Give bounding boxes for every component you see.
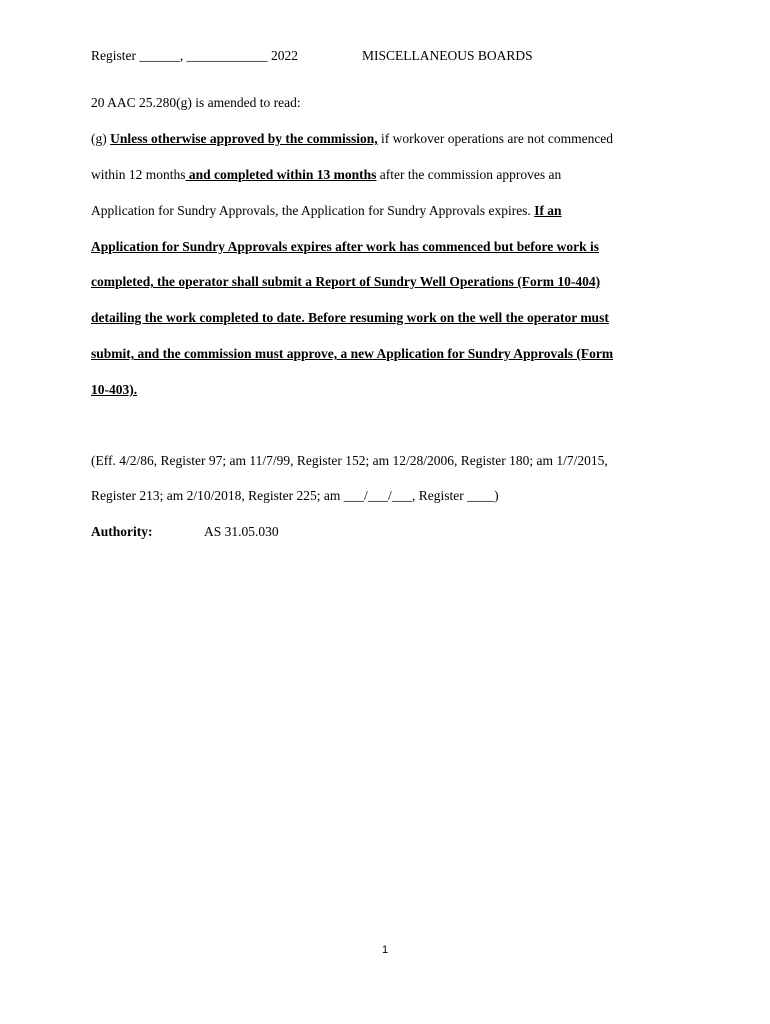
intro-line: 20 AAC 25.280(g) is amended to read: xyxy=(91,95,301,110)
page-number: 1 xyxy=(381,944,389,956)
amendment-text: and completed within 13 months xyxy=(185,167,377,182)
paragraph-text: after the commission approves an xyxy=(376,167,562,182)
paragraph-line-5: completed, the operator shall submit a Report of Sundry Well Operations (Form 10-404) xyxy=(91,274,601,289)
paragraph-line-6: detailing the work completed to date. Before resuming work on the well the operator must xyxy=(91,310,609,325)
paragraph-line-2 xyxy=(91,167,561,183)
paragraph-text: Application for Sundry Approvals, the Application for Sundry Approvals expires. xyxy=(91,203,535,218)
history-line-2: Register 213; am 2/10/2018, Register 225; am ___/___/___, Register ____) xyxy=(91,488,499,503)
authority-value: AS 31.05.030 xyxy=(204,524,279,539)
amendment-text: Unless otherwise approved by the commission, xyxy=(110,131,378,146)
paragraph-text: within 12 months xyxy=(91,167,186,182)
paragraph-line-7: submit, and the commission must approve, a new Application for Sundry Approvals (Form xyxy=(91,346,614,361)
header-title: MISCELLANEOUS BOARDS xyxy=(362,48,533,63)
paragraph-line-3 xyxy=(91,203,562,219)
amendment-text: If an xyxy=(534,203,562,218)
authority-label: Authority: xyxy=(91,524,153,539)
authority-line xyxy=(91,524,279,540)
history-line-1: (Eff. 4/2/86, Register 97; am 11/7/99, Register 152; am 12/28/2006, Register 180; am 1/7/2015, xyxy=(91,453,608,468)
header-register: Register ______, ____________ 2022 xyxy=(91,48,298,63)
paragraph-text: if workover operations are not commenced xyxy=(377,131,614,146)
paragraph-line-8: 10-403). xyxy=(91,382,138,397)
paragraph-line-4: Application for Sundry Approvals expires after work has commenced but before work is xyxy=(91,239,600,254)
paragraph-label: (g) xyxy=(91,131,111,146)
paragraph-line-1 xyxy=(91,131,613,147)
